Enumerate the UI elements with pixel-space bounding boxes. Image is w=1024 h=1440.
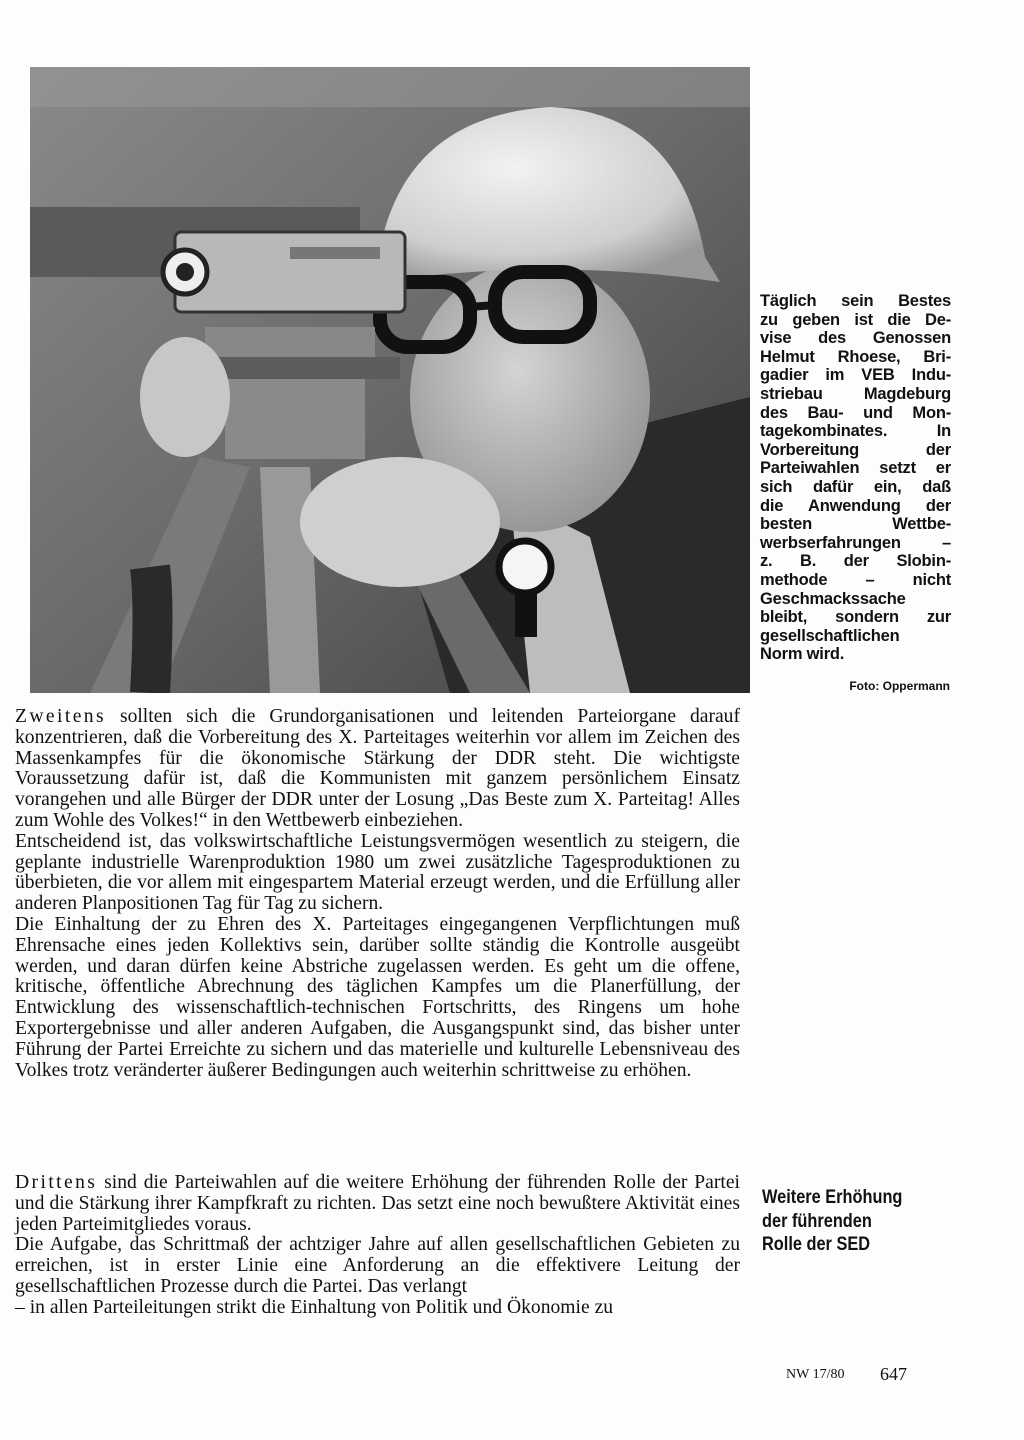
paragraph-text: sollten sich die Grundorganisationen und leitenden Parteiorgane darauf konzentrieren, daß die Vorbereitung des X. Parteitages weiterhin vor allem im Zeichen des Massenkampfes für die ökonomische Stärkung der DDR steht. Die wichtigste Voraussetzung dafür ist, daß die Kommunisten mit ganzem persönlichem Einsatz vorangehen und alle Bürger der DDR unter der Losung „Das Beste zum X. Parteitag! Alles zum Wohle des Volkes!“ in den Wettbewerb einbeziehen. — [15, 706, 740, 831]
caption-line: z. B. der Slobin- — [760, 552, 951, 571]
caption-line: methode – nicht — [760, 570, 951, 589]
lead-word: Zweitens — [15, 706, 107, 727]
caption-line: tagekombinates. In — [760, 422, 951, 441]
paragraph — [15, 707, 740, 832]
caption-line: des Bau- und Mon- — [760, 403, 951, 422]
body-section-1 — [15, 707, 740, 1081]
caption-line: besten Wettbe- — [760, 515, 951, 534]
caption-line: vise des Genossen — [760, 329, 951, 348]
side-heading-line: Weitere Erhöhung — [762, 1187, 903, 1208]
paragraph: Die Einhaltung der zu Ehren des X. Parteitages eingegangenen Verpflichtungen muß Ehrensache eines jeden Kollektivs sein, darüber sollte ständig die Kontrolle ausgeübt werden, und daran dürfen keine Abstriche zugelassen werden. Es geht um die offene, kritische, öffentliche Abrechnung des täglichen Kampfes um die Planerfüllung, der Entwicklung des wissenschaftlich-technischen Fortschritts, des Ringens um hohe Exportergebnisse und aller anderen Aufgaben, die Ausgangspunkt sind, das bisher unter Führung der Partei Erreichte zu sichern und das materielle und kulturelle Lebensniveau des Volkes trotz veränderter äußerer Bedingungen auch weiterhin schrittweise zu erhöhen. — [15, 913, 740, 1081]
surveyor-photo — [30, 67, 750, 693]
caption-line: striebau Magdeburg — [760, 384, 951, 403]
caption-line: Geschmackssache — [760, 589, 906, 608]
photo-credit: Foto: Oppermann — [849, 679, 950, 693]
paragraph-text: sind die Parteiwahlen auf die weitere Erhöhung der führenden Rolle der Partei und die Stärkung ihrer Kampfkraft zu richten. Das setzt eine noch bewußtere Aktivität eines jeden Parteimitgliedes voraus. — [15, 1172, 740, 1235]
caption-line: sich dafür ein, daß — [760, 477, 951, 496]
lead-word: Drittens — [15, 1172, 98, 1193]
surveyor-photo-icon — [30, 67, 750, 693]
side-heading — [762, 1186, 934, 1257]
caption-line: Vorbereitung der — [760, 440, 951, 459]
caption-line: gadier im VEB Indu- — [760, 366, 951, 385]
issue-reference: NW 17/80 — [786, 1367, 845, 1382]
side-heading-line: Rolle der SED — [762, 1234, 871, 1255]
caption-line: werbserfahrungen – — [760, 533, 951, 552]
caption-line: Parteiwahlen setzt er — [760, 459, 951, 478]
caption-line: die Anwendung der — [760, 496, 951, 515]
photo-caption — [760, 292, 951, 664]
paragraph: Die Aufgabe, das Schrittmaß der achtziger Jahre auf allen gesellschaftlichen Gebieten zu erreichen, ist in erster Linie eine Anforderung an die effektivere Leitung der gesellschaftlichen Prozesse durch die Partei. Das verlangt — [15, 1234, 740, 1297]
page-number: 647 — [880, 1364, 907, 1384]
paragraph: – in allen Parteileitungen strikt die Einhaltung von Politik und Ökonomie zu — [15, 1296, 614, 1318]
caption-line: gesellschaftlichen — [760, 626, 900, 645]
paragraph: Entscheidend ist, das volkswirtschaftliche Leistungsvermögen wesentlich zu steigern, die geplante industrielle Warenproduktion 1980 um zwei zusätzliche Tagesproduktionen zu überbieten, die vor allem mit eingespartem Material erzeugt werden, und die Erfüllung aller anderen Planpositionen Tag für Tag zu sichern. — [15, 830, 740, 915]
caption-line: Täglich sein Bestes — [760, 292, 951, 310]
caption-line: Helmut Rhoese, Bri- — [760, 347, 951, 366]
side-heading-line: der führenden — [762, 1210, 872, 1232]
caption-line: bleibt, sondern zur — [760, 608, 951, 627]
body-section-2 — [15, 1173, 740, 1319]
caption-line: Norm wird. — [760, 645, 845, 664]
caption-line: zu geben ist die De- — [760, 310, 951, 329]
paragraph — [15, 1173, 740, 1235]
